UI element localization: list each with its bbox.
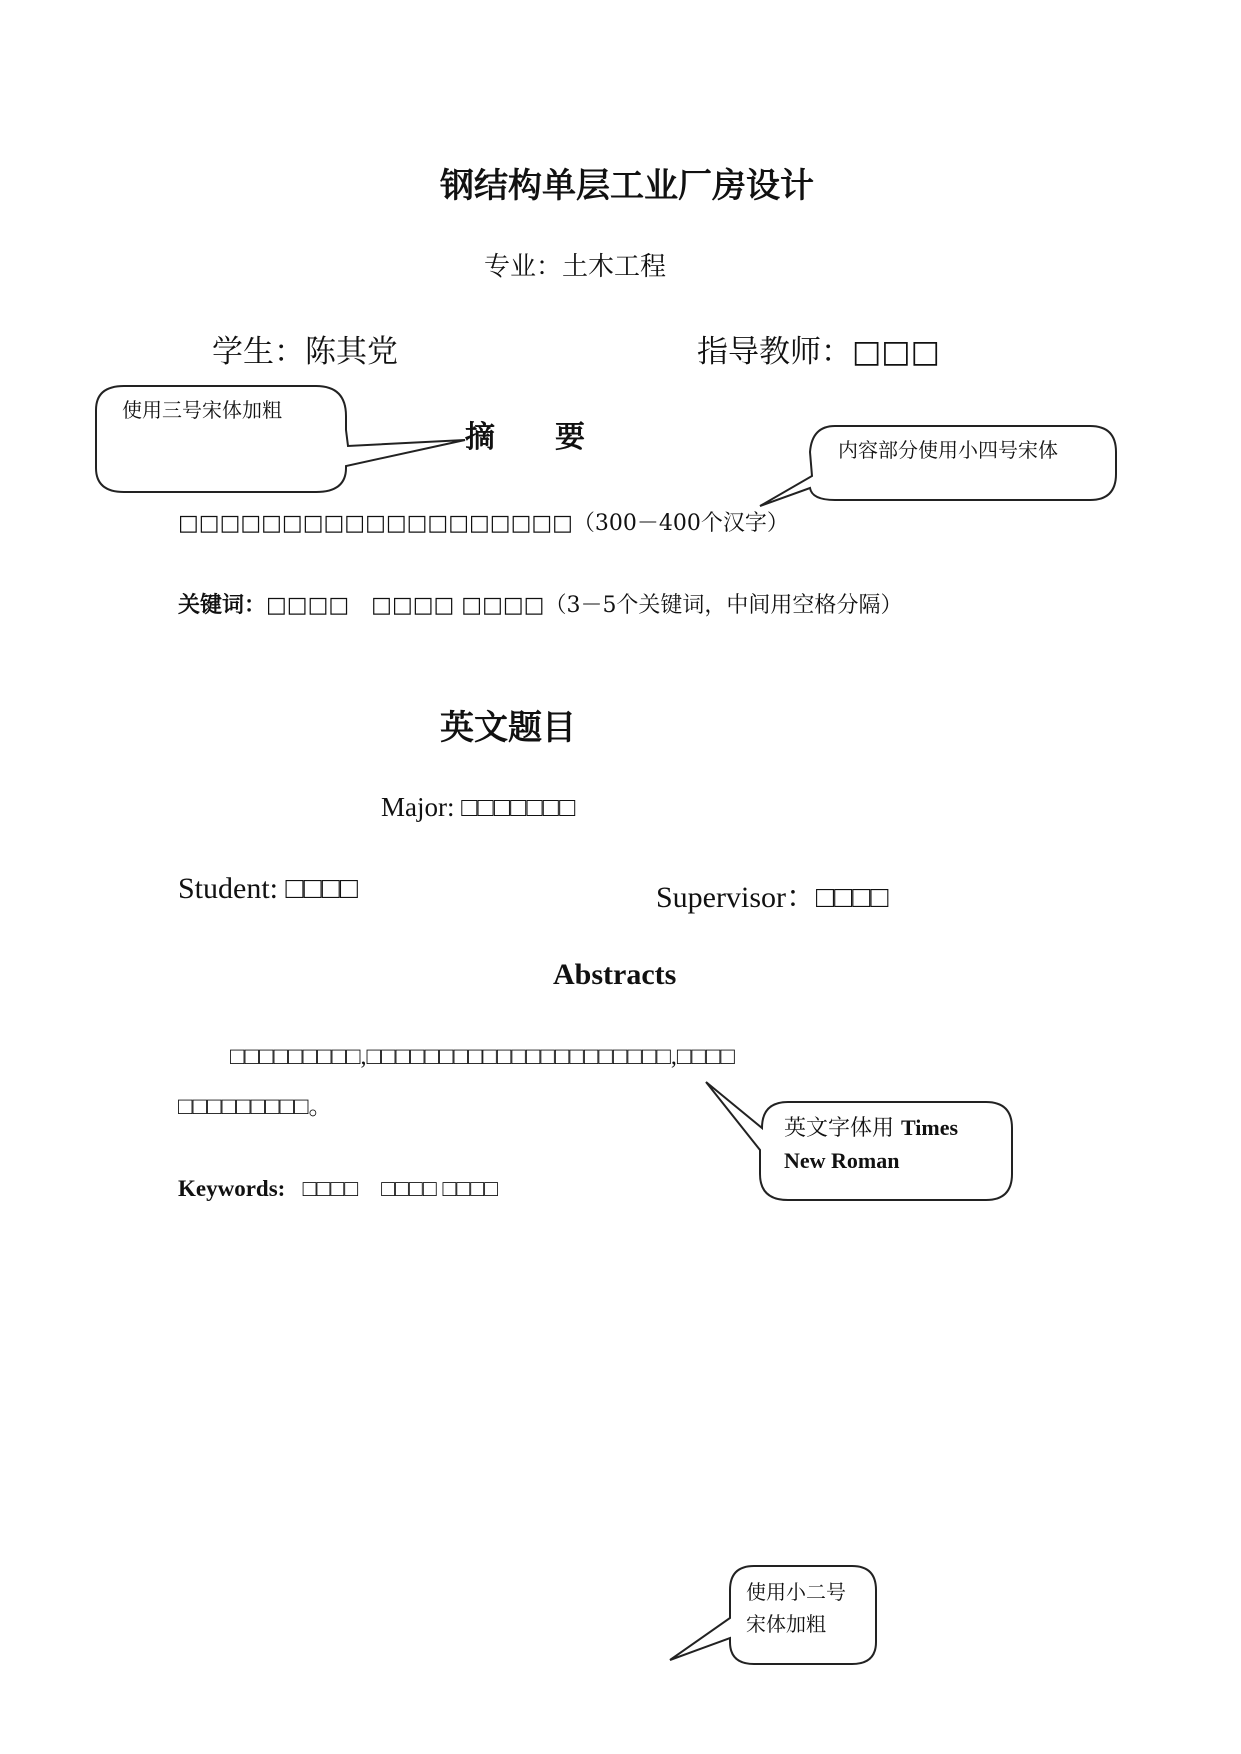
keywords-en-text: □□□□ □□□□ □□□□	[302, 1176, 499, 1201]
callout-english-font-text	[784, 1112, 958, 1178]
major-line: 专业：土木工程	[484, 252, 667, 282]
callout-title-line2: 宋体加粗	[746, 1612, 826, 1636]
abstract-body-cn: □□□□□□□□□□□□□□□□□□□（300－400个汉字）	[178, 511, 789, 536]
callout-title-line1: 使用小二号	[746, 1580, 846, 1604]
callout-heading-font-text: 使用三号宋体加粗	[122, 398, 282, 422]
callout-content-font-text: 内容部分使用小四号宋体	[838, 438, 1058, 462]
student-en: Student: □□□□	[178, 872, 358, 905]
callout-english-name-1: Times	[901, 1115, 959, 1140]
callout-english-name-2: New Roman	[784, 1148, 900, 1173]
english-title: 英文题目	[440, 708, 576, 748]
supervisor-en: Supervisor：□□□□	[656, 881, 889, 914]
keywords-cn-label: 关键词：	[178, 592, 267, 618]
abstract-body-en-line1: □□□□□□□□□,□□□□□□□□□□□□□□□□□□□□□,□□□□	[230, 1044, 735, 1070]
supervisor-line: 指导教师：□□□	[697, 334, 940, 370]
abstract-heading-en: Abstracts	[553, 958, 677, 991]
document-title: 钢结构单层工业厂房设计	[440, 166, 814, 206]
major-en: Major: □□□□□□□	[381, 792, 576, 822]
abstract-heading-cn: 摘 要	[465, 420, 585, 455]
abstract-body-en-line2: □□□□□□□□□。	[178, 1094, 333, 1120]
callout-title-font-text	[746, 1576, 846, 1640]
callout-english-prefix: 英文字体用	[784, 1116, 895, 1141]
keywords-cn-text: □□□□ □□□□ □□□□（3－5个关键词，中间用空格分隔）	[266, 593, 903, 618]
keywords-en-label: Keywords:	[178, 1176, 286, 1201]
student-line: 学生：陈其党	[212, 334, 398, 370]
